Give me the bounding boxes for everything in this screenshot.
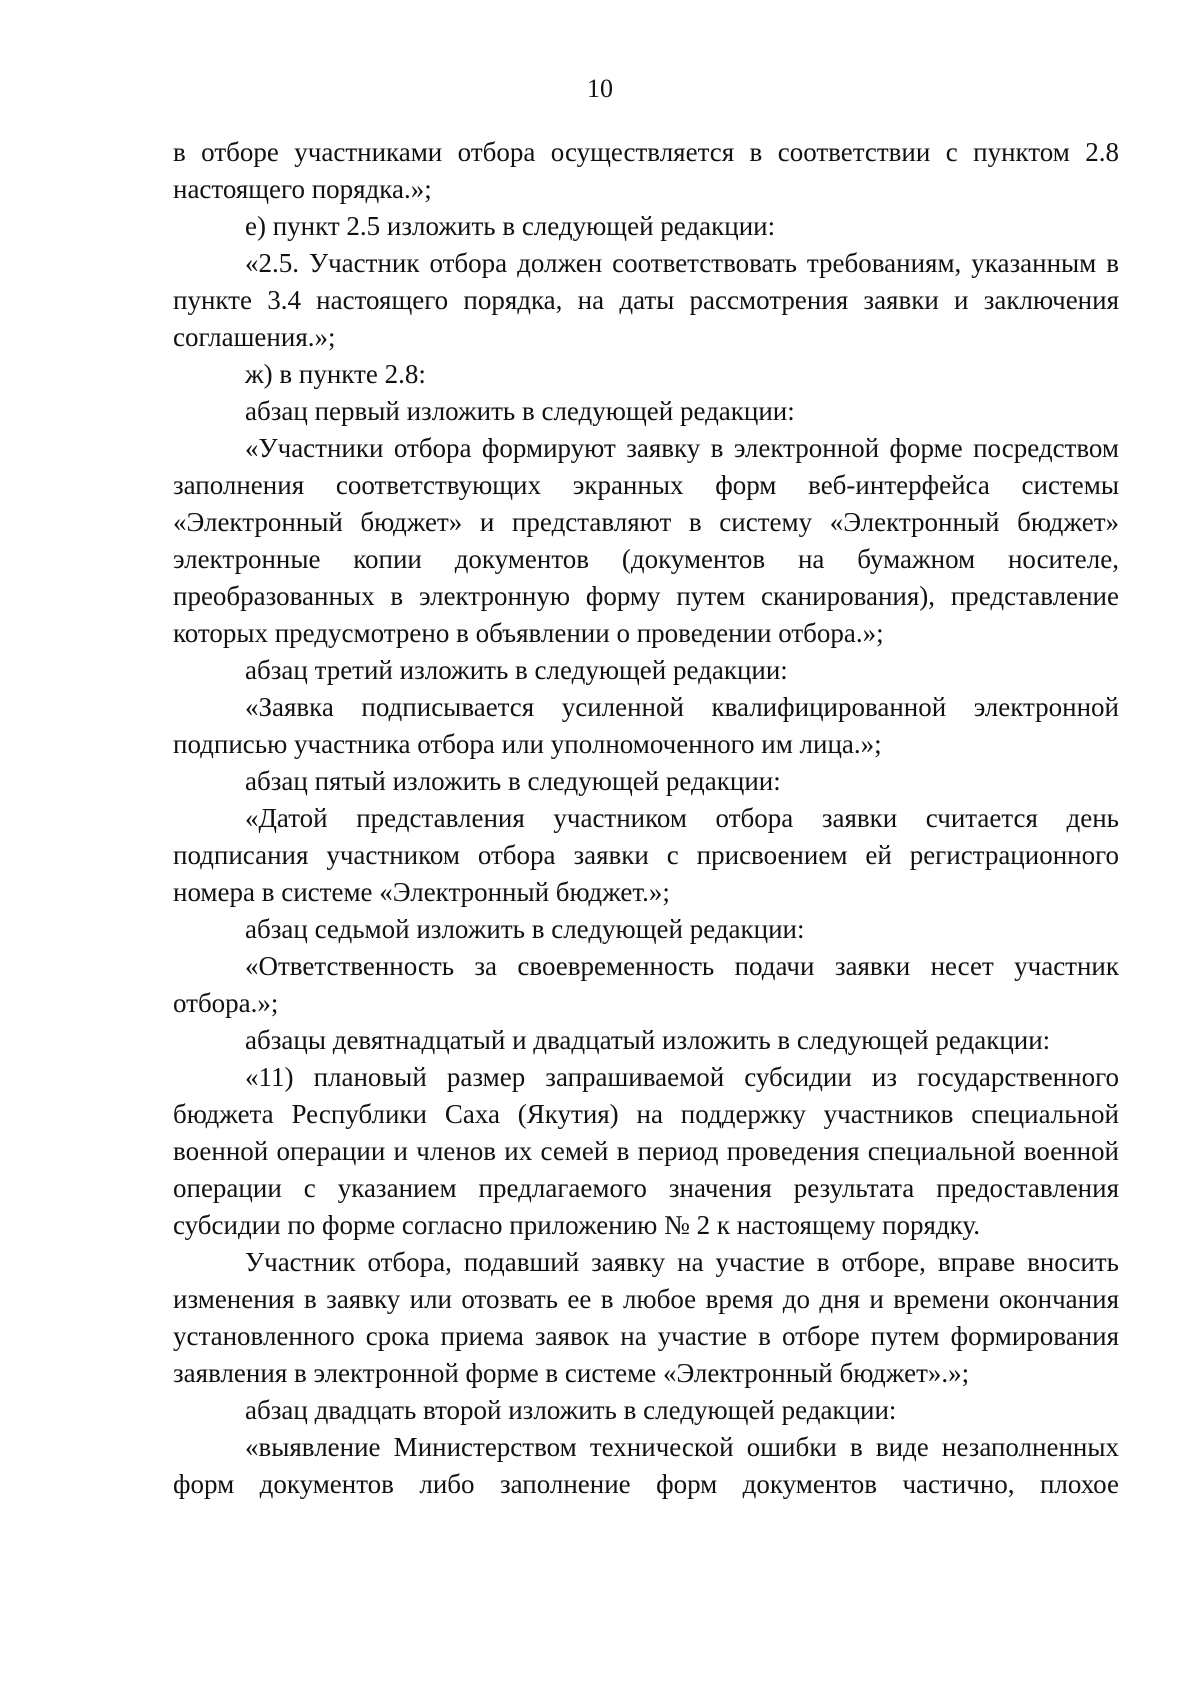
document-body bbox=[173, 134, 1119, 1503]
paragraph: «2.5. Участник отбора должен соответствовать требованиям, указанным в пункте 3.4 настоящего порядка, на даты рассмотрения заявки и заключения соглашения.»; bbox=[173, 248, 1119, 352]
paragraph: в отборе участниками отбора осуществляется в соответствии с пунктом 2.8 настоящего порядка.»; bbox=[173, 137, 1119, 204]
paragraph: Участник отбора, подавший заявку на участие в отборе, вправе вносить изменения в заявку или отозвать ее в любое время до дня и времени окончания установленного срока приема заявок на участие в отборе путем формирования заявления в электронной форме в системе «Электронный бюджет».»; bbox=[173, 1247, 1119, 1388]
paragraph: абзац седьмой изложить в следующей редакции: bbox=[245, 914, 805, 944]
paragraph: «Датой представления участником отбора заявки считается день подписания участником отбора заявки с присвоением ей регистрационного номера в системе «Электронный бюджет.»; bbox=[173, 803, 1119, 907]
paragraph: абзац третий изложить в следующей редакции: bbox=[245, 655, 788, 685]
page-number: 10 bbox=[587, 74, 613, 103]
paragraph: «Заявка подписывается усиленной квалифицированной электронной подписью участника отбора или уполномоченного им лица.»; bbox=[173, 692, 1119, 759]
paragraph: «выявление Министерством технической ошибки в виде незаполненных форм документов либо заполнение форм документов частично, плохое bbox=[173, 1432, 1119, 1499]
paragraph: абзацы девятнадцатый и двадцатый изложить в следующей редакции: bbox=[245, 1025, 1051, 1055]
paragraph: абзац первый изложить в следующей редакции: bbox=[245, 396, 795, 426]
paragraph: ж) в пункте 2.8: bbox=[245, 359, 426, 389]
paragraph: «Участники отбора формируют заявку в электронной форме посредством заполнения соответствующих экранных форм веб-интерфейса системы «Электронный бюджет» и представляют в систему «Электронный бюджет» электронные копии документов (документов на бумажном носителе, преобразованных в электронную форму путем сканирования), представление которых предусмотрено в объявлении о проведении отбора.»; bbox=[173, 433, 1119, 648]
paragraph: «Ответственность за своевременность подачи заявки несет участник отбора.»; bbox=[173, 951, 1119, 1018]
paragraph: е) пункт 2.5 изложить в следующей редакции: bbox=[245, 211, 776, 241]
paragraph: «11) плановый размер запрашиваемой субсидии из государственного бюджета Республики Саха (Якутия) на поддержку участников специальной военной операции и членов их семей в период проведения специальной военной операции с указанием предлагаемого значения результата предоставления субсидии по форме согласно приложению № 2 к настоящему порядку. bbox=[173, 1062, 1119, 1240]
paragraph: абзац двадцать второй изложить в следующей редакции: bbox=[245, 1395, 897, 1425]
paragraph: абзац пятый изложить в следующей редакции: bbox=[245, 766, 781, 796]
